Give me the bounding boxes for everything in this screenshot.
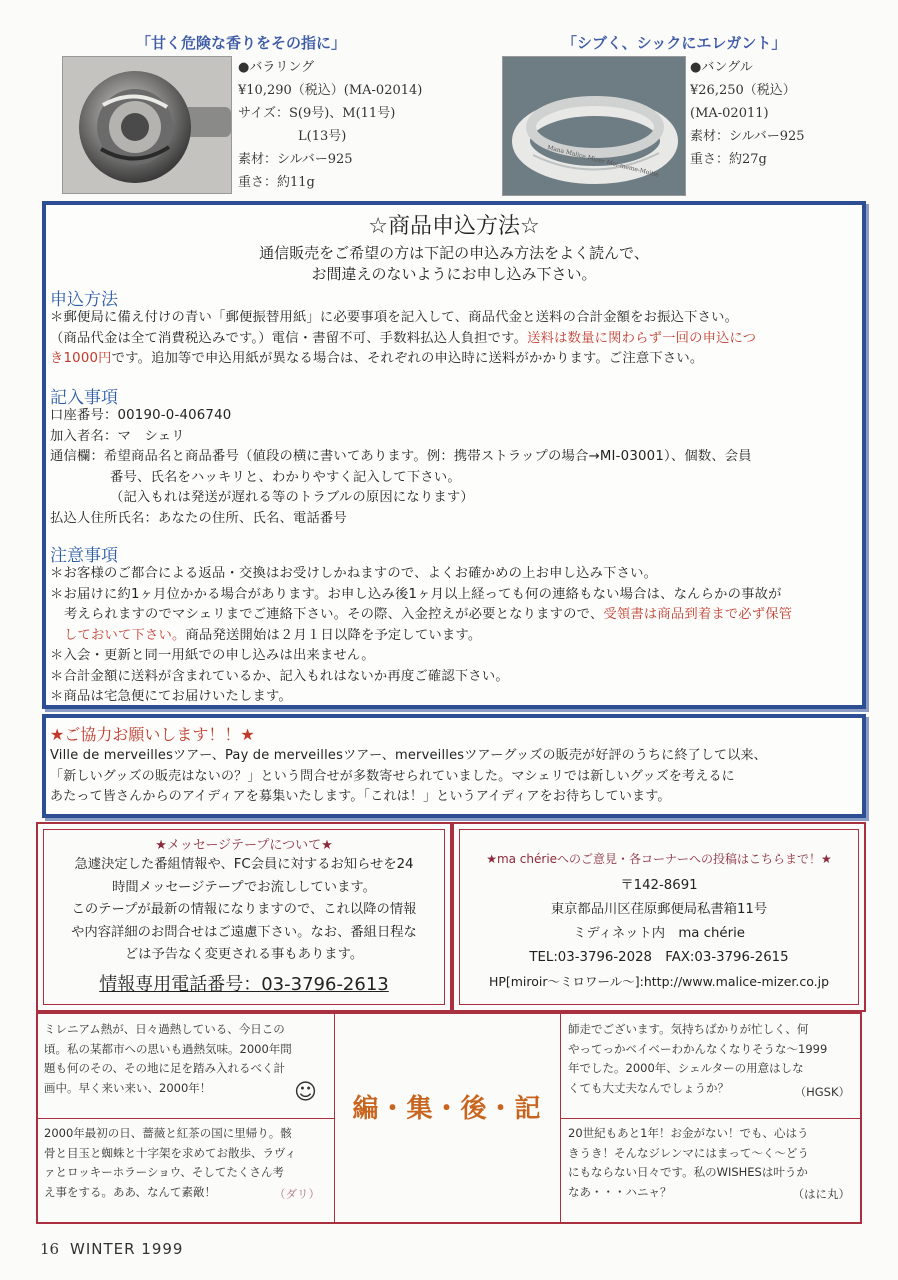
note-line: ＊合計金額に送料が含まれているか、記入もれはないか再度ご確認下さい。 xyxy=(50,668,509,684)
editor-note-line: 骨と目玉と蜘蛛と十字架を求めてお散歩、ラヴィ xyxy=(44,1145,297,1160)
editor-note-line: 師走でございます。気持ちばかりが忙しく、何 xyxy=(568,1022,809,1036)
message-tape-line: どは予告なく変更される事もあります。 xyxy=(124,947,364,962)
payer-info: 払込人住所氏名：あなたの住所、氏名、電話番号 xyxy=(50,510,347,526)
cooperation-box xyxy=(42,714,866,818)
method-line-text: （商品代金は全て消費税込みです。）電信・書留不可、手数料払込人負担です。 xyxy=(50,330,528,346)
page-number: 16 xyxy=(40,1240,60,1258)
bangle-image xyxy=(503,57,685,195)
smiley-icon: ☺ xyxy=(294,1080,317,1105)
fill-text xyxy=(50,406,752,529)
order-intro-line: お間違えのないようにお申し込み下さい。 xyxy=(311,265,597,283)
account-number: 口座番号：00190-0-406740 xyxy=(50,408,232,423)
editors-notes xyxy=(36,1012,862,1224)
note-line: ＊商品は宅急便にてお届けいたします。 xyxy=(50,689,292,704)
ring-price: ¥10,290（税込）(MA-02014) xyxy=(238,83,423,98)
note-line: ＊お届けに約1ヶ月位かかる場合があります。お申し込み後1ヶ月以上経っても何の連絡もない場合は、なんらかの事故が xyxy=(50,586,782,602)
message-tape-line: 急遽決定した番組情報や、FC会員に対するお知らせを24 xyxy=(74,857,414,872)
message-tape-box xyxy=(36,822,452,1012)
message-tape-line: このテープが最新の情報になりますので、これ以降の情報 xyxy=(71,902,417,917)
note-receipt-warning: しておいて下さい。 xyxy=(64,627,186,643)
editor-note-line: きうき！そんなジレンマにはまって～く～どう xyxy=(568,1145,809,1160)
ring-size: サイズ：S(9号)、M(11号) xyxy=(238,106,396,121)
bangle-code: (MA-02011) xyxy=(690,106,769,121)
rose-ring-photo xyxy=(62,56,232,194)
cooperation-line: あたって皆さんからのアイディアを募集いたします。「これは！」というアイディアをお待ちしています。 xyxy=(50,789,671,804)
bangle-weight: 重さ：約27g xyxy=(690,152,767,167)
note-receipt-warning: 受領書は商品到着まで必ず保管 xyxy=(603,607,793,622)
comm-field-line: 通信欄：希望商品名と商品番号（値段の横に書いてあります。例：携帯ストラップの場合→MI-03001）、個数、会員 xyxy=(50,449,752,464)
ring-material: 素材：シルバー925 xyxy=(238,152,353,167)
editor-note-line: 年でした。2000年、シェルターの用意はしな xyxy=(568,1061,804,1075)
message-tape-text xyxy=(44,854,444,967)
editor-note-line: 2000年最初の日、薔薇と紅茶の国に里帰り。骸 xyxy=(44,1126,292,1140)
cooperation-heading: ★ご協力お願いします！！★ xyxy=(50,725,255,744)
order-method-box xyxy=(42,201,866,709)
order-intro-line: 通信販売をご希望の方は下記の申込み方法をよく読んで、 xyxy=(259,244,649,262)
editor-note-line: 画中。早く来い来い、2000年！ xyxy=(44,1080,212,1095)
note-line xyxy=(50,626,792,647)
ring-details xyxy=(238,56,422,194)
editor-signature: （ダリ） xyxy=(274,1187,320,1201)
grid-divider xyxy=(38,1118,334,1119)
method-heading: 申込方法 xyxy=(50,290,118,310)
note-line-text: 商品発送開始は２月１日以降を予定しています。 xyxy=(185,627,482,643)
editor-note-line: なあ・・・ハニャ？ xyxy=(568,1184,672,1199)
bangle-photo xyxy=(502,56,686,196)
editor-note-line: 題も何のその、その地に足を踏み入れるべく計 xyxy=(44,1061,286,1075)
note-line: ＊入会・更新と同一用紙での申し込みは出来ません。 xyxy=(50,648,375,663)
contact-box xyxy=(452,822,866,1012)
method-shipping-note: 送料は数量に関わらず一回の申込につ xyxy=(527,330,757,346)
ring-size-large: L(13号) xyxy=(298,129,347,144)
comm-field-line: （記入もれは発送が遅れる等のトラブルの原因になります） xyxy=(110,490,474,505)
ring-name: ●バラリング xyxy=(238,60,315,75)
method-line-text: です。追加等で申込用紙が異なる場合は、それぞれの申込時に送料がかかります。ご注意下さい。 xyxy=(111,351,704,366)
method-line xyxy=(50,329,756,350)
order-intro xyxy=(46,243,862,285)
editor-note-line: 頃。私の某都市への思いも過熱気味。2000年問 xyxy=(44,1041,292,1056)
editor-note-line: え事をする。ああ、なんて素敵！ xyxy=(44,1184,217,1199)
account-holder: 加入者名：マ シェリ xyxy=(50,428,185,444)
cooperation-line: 「新しいグッズの販売はないの？」という問合せが多数寄せられていました。マシェリでは新しいグッズを考えるに xyxy=(50,768,735,784)
editor-note xyxy=(44,1020,330,1098)
order-title: ☆商品申込方法☆ xyxy=(368,214,540,239)
contact-info xyxy=(460,874,858,994)
contact-homepage[interactable]: HP[miroir～ミロワール～]:http://www.malice-mizer.co.jp xyxy=(488,974,830,989)
bangle-name: ●バングル xyxy=(690,60,753,75)
note-line xyxy=(50,605,792,626)
bangle-tagline: 「シブく、シックにエレガント」 xyxy=(562,34,787,52)
comm-field-line: 番号、氏名をハッキリと、わかりやすく記入して下さい。 xyxy=(110,469,461,485)
bangle-details xyxy=(690,56,805,171)
editor-note-line: 20世紀もあと1年！お金がない！でも、心はう xyxy=(568,1126,809,1140)
method-shipping-fee: き1000円 xyxy=(50,351,112,366)
editor-note-line: やってっかベイベーわかんなくなりそうな～1999 xyxy=(568,1041,828,1056)
editor-note-line: ァとロッキーホラーショウ、そしてたくさん考 xyxy=(44,1165,284,1179)
issue-label: WINTER 1999 xyxy=(70,1240,184,1258)
method-line xyxy=(50,349,756,370)
message-tape-heading: ★メッセージテープについて★ xyxy=(155,838,333,853)
editor-note-line: にもならない日々です。私のWISHESは叶うか xyxy=(568,1165,808,1179)
method-line: ＊郵便局に備え付けの青い「郵便振替用紙」に必要事項を記入して、商品代金と送料の合計金額をお振込下さい。 xyxy=(50,310,739,325)
contact-address: 東京都品川区荏原郵便局私書箱11号 xyxy=(550,902,768,917)
contact-tel-fax: TEL:03-3796-2028 FAX:03-3796-2615 xyxy=(529,950,789,965)
notes-heading: 注意事項 xyxy=(50,546,118,566)
bangle-price: ¥26,250（税込） xyxy=(690,83,796,98)
contact-care-of: ミディネット内 ma chérie xyxy=(573,926,745,941)
rose-ring-image xyxy=(63,57,231,193)
cooperation-text xyxy=(50,746,767,808)
editor-note-line: ミレニアム熱が、日々過熱している、今日この xyxy=(44,1022,285,1036)
note-line: ＊お客様のご都合による返品・交換はお受けしかねますので、よくお確かめの上お申し込み下さい。 xyxy=(50,566,658,581)
editors-notes-title: 編・集・後・記 xyxy=(352,1094,542,1124)
message-tape-line: 時間メッセージテープでお流ししています。 xyxy=(112,879,376,895)
grid-divider xyxy=(560,1118,860,1119)
ring-tagline: 「甘く危険な香りをその指に」 xyxy=(136,34,347,52)
editor-signature: （HGSK） xyxy=(794,1085,850,1099)
bangle-engraving: Mana Malice Mizer Moi-meme-Moitie xyxy=(546,144,660,179)
bangle-material: 素材：シルバー925 xyxy=(690,129,805,144)
info-phone: 情報専用電話番号：03-3796-2613 xyxy=(99,974,389,995)
contact-zip: 〒142-8691 xyxy=(620,878,698,893)
info-phone-wrap xyxy=(44,970,444,996)
cooperation-line: Ville de merveillesツアー、Pay de merveillesツアー、merveillesツアーグッズの販売が好評のうちに終了して以来、 xyxy=(50,748,767,763)
ring-weight: 重さ：約11g xyxy=(238,175,315,190)
method-text xyxy=(50,308,756,370)
editor-signature: （はに丸） xyxy=(792,1187,850,1201)
note-line-text: 考えられますのでマシェリまでご連絡下さい。その際、入金控えが必要となりますので、 xyxy=(64,607,604,622)
editor-note-line: くても大丈夫なんでしょうか？ xyxy=(568,1080,729,1095)
fill-heading: 記入事項 xyxy=(50,388,118,408)
notes-text xyxy=(50,564,792,708)
message-tape-line: や内容詳細のお問合せはご遠慮下さい。なお、番組日程な xyxy=(71,924,417,940)
contact-heading: ★ma chérieへのご意見・各コーナーへの投稿はこちらまで！★ xyxy=(486,852,832,866)
